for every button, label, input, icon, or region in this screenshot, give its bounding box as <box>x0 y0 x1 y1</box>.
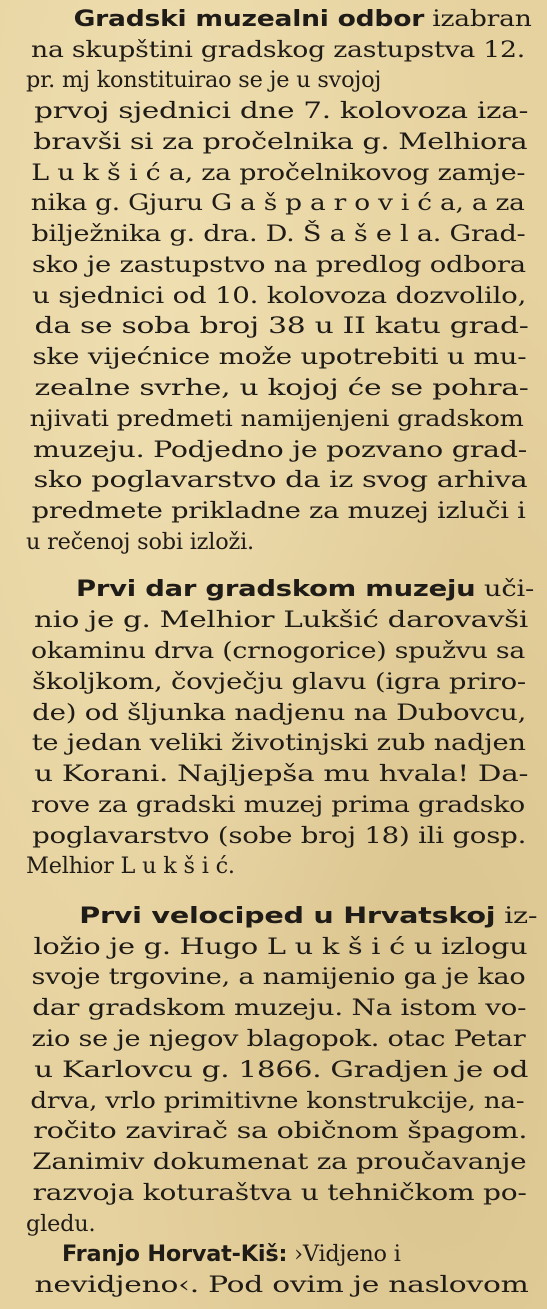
article-line: bravši si za pročelnika g. Melhiora <box>33 128 528 155</box>
article-line: nio je g. Melhior Lukšić darovavši <box>34 607 529 634</box>
article-line: poglavarstvo (sobe broj 18) ili gosp. <box>32 822 527 849</box>
article-line: svoje trgovine, a namijenio ga je kao <box>31 964 526 991</box>
article-line: nevidjeno‹. Pod ovim je naslovom <box>34 1272 529 1299</box>
article-line: okaminu drva (crnogorice) spužvu sa <box>31 638 526 665</box>
article-line: L u k š i ć a, za pročelnikovog zamje- <box>31 159 526 186</box>
article-line: u Korani. Najljepša mu hvala! Da- <box>34 761 529 788</box>
article-line: drva, vrlo primitivne konstrukcije, na- <box>30 1087 525 1114</box>
article-text: ›Vidjeno i <box>294 1241 401 1268</box>
article-line: ročito zavirač sa običnom špagom. <box>33 1118 528 1145</box>
article-text: iz- <box>504 902 538 929</box>
article-line: njivati predmeti namijenjeni gradskom <box>29 405 524 432</box>
article-heading: Gradski muzealni odbor <box>73 5 425 32</box>
article-text: izabran <box>432 5 532 32</box>
article-line: Melhior L u k š i ć. <box>26 853 235 880</box>
article-first-line <box>0 4 547 35</box>
article-text: uči- <box>483 576 534 603</box>
article-line: rove za gradski muzej prima gradsko <box>31 791 526 818</box>
article-line: školjkom, čovječju glavu (igra priro- <box>31 668 526 695</box>
article-heading: Prvi velociped u Hrvatskoj <box>79 902 496 929</box>
article-line: sko je zastupstvo na predlog odbora <box>31 251 526 278</box>
article-line: pr. mj konstituirao se je u svojoj <box>26 67 382 94</box>
article-line: prvoj sjednici dne 7. kolovoza iza- <box>34 98 529 125</box>
article-line: predmete prikladne za muzej izluči i <box>31 498 526 525</box>
article-first-line <box>0 574 547 605</box>
article-line: na skupštini gradskog zastupstva 12. <box>31 36 526 63</box>
article-line: bilježnika g. dra. D. Š a š e l a. Grad- <box>31 221 526 248</box>
article-line: u rečenoj sobi izloži. <box>26 528 254 555</box>
article-line: te jedan veliki životinjski zub nadjen <box>31 730 526 757</box>
article-line: da se soba broj 38 u II katu grad- <box>34 313 529 340</box>
article-line: zealne svrhe, u kojoj će se pohra- <box>34 375 529 402</box>
article-line: ske vijećnice može upotrebiti u mu- <box>32 344 527 371</box>
article-line: dar gradskom muzeju. Na istom vo- <box>32 995 527 1022</box>
article-line: ložio je g. Hugo L u k š i ć u izlogu <box>33 933 528 960</box>
article-heading: Franjo Horvat-Kiš: <box>62 1241 288 1268</box>
article-first-line <box>0 1239 547 1270</box>
article-heading: Prvi dar gradskom muzeju <box>75 576 476 603</box>
article-line: gledu. <box>26 1210 96 1237</box>
article-line: sko poglavarstvo da iz svog arhiva <box>33 467 528 494</box>
article-line: nika g. Gjuru G a š p a r o v i ć a, a za <box>30 190 525 217</box>
article-line: u Karlovcu g. 1866. Gradjen je od <box>34 1056 529 1083</box>
article-line: u sjednici od 10. kolovoza dozvolilo, <box>32 282 527 309</box>
article-line: muzeju. Podjedno je pozvano grad- <box>33 436 528 463</box>
article-line: de) od šljunka nadjenu na Dubovcu, <box>32 699 527 726</box>
article-line: razvoja koturaštva u tehničkom po- <box>32 1179 527 1206</box>
article-line: zio se je njegov blagopok. otac Petar <box>31 1026 526 1052</box>
article-line: Zanimiv dokumenat za proučavanje <box>32 1149 527 1176</box>
article-first-line <box>0 901 547 932</box>
